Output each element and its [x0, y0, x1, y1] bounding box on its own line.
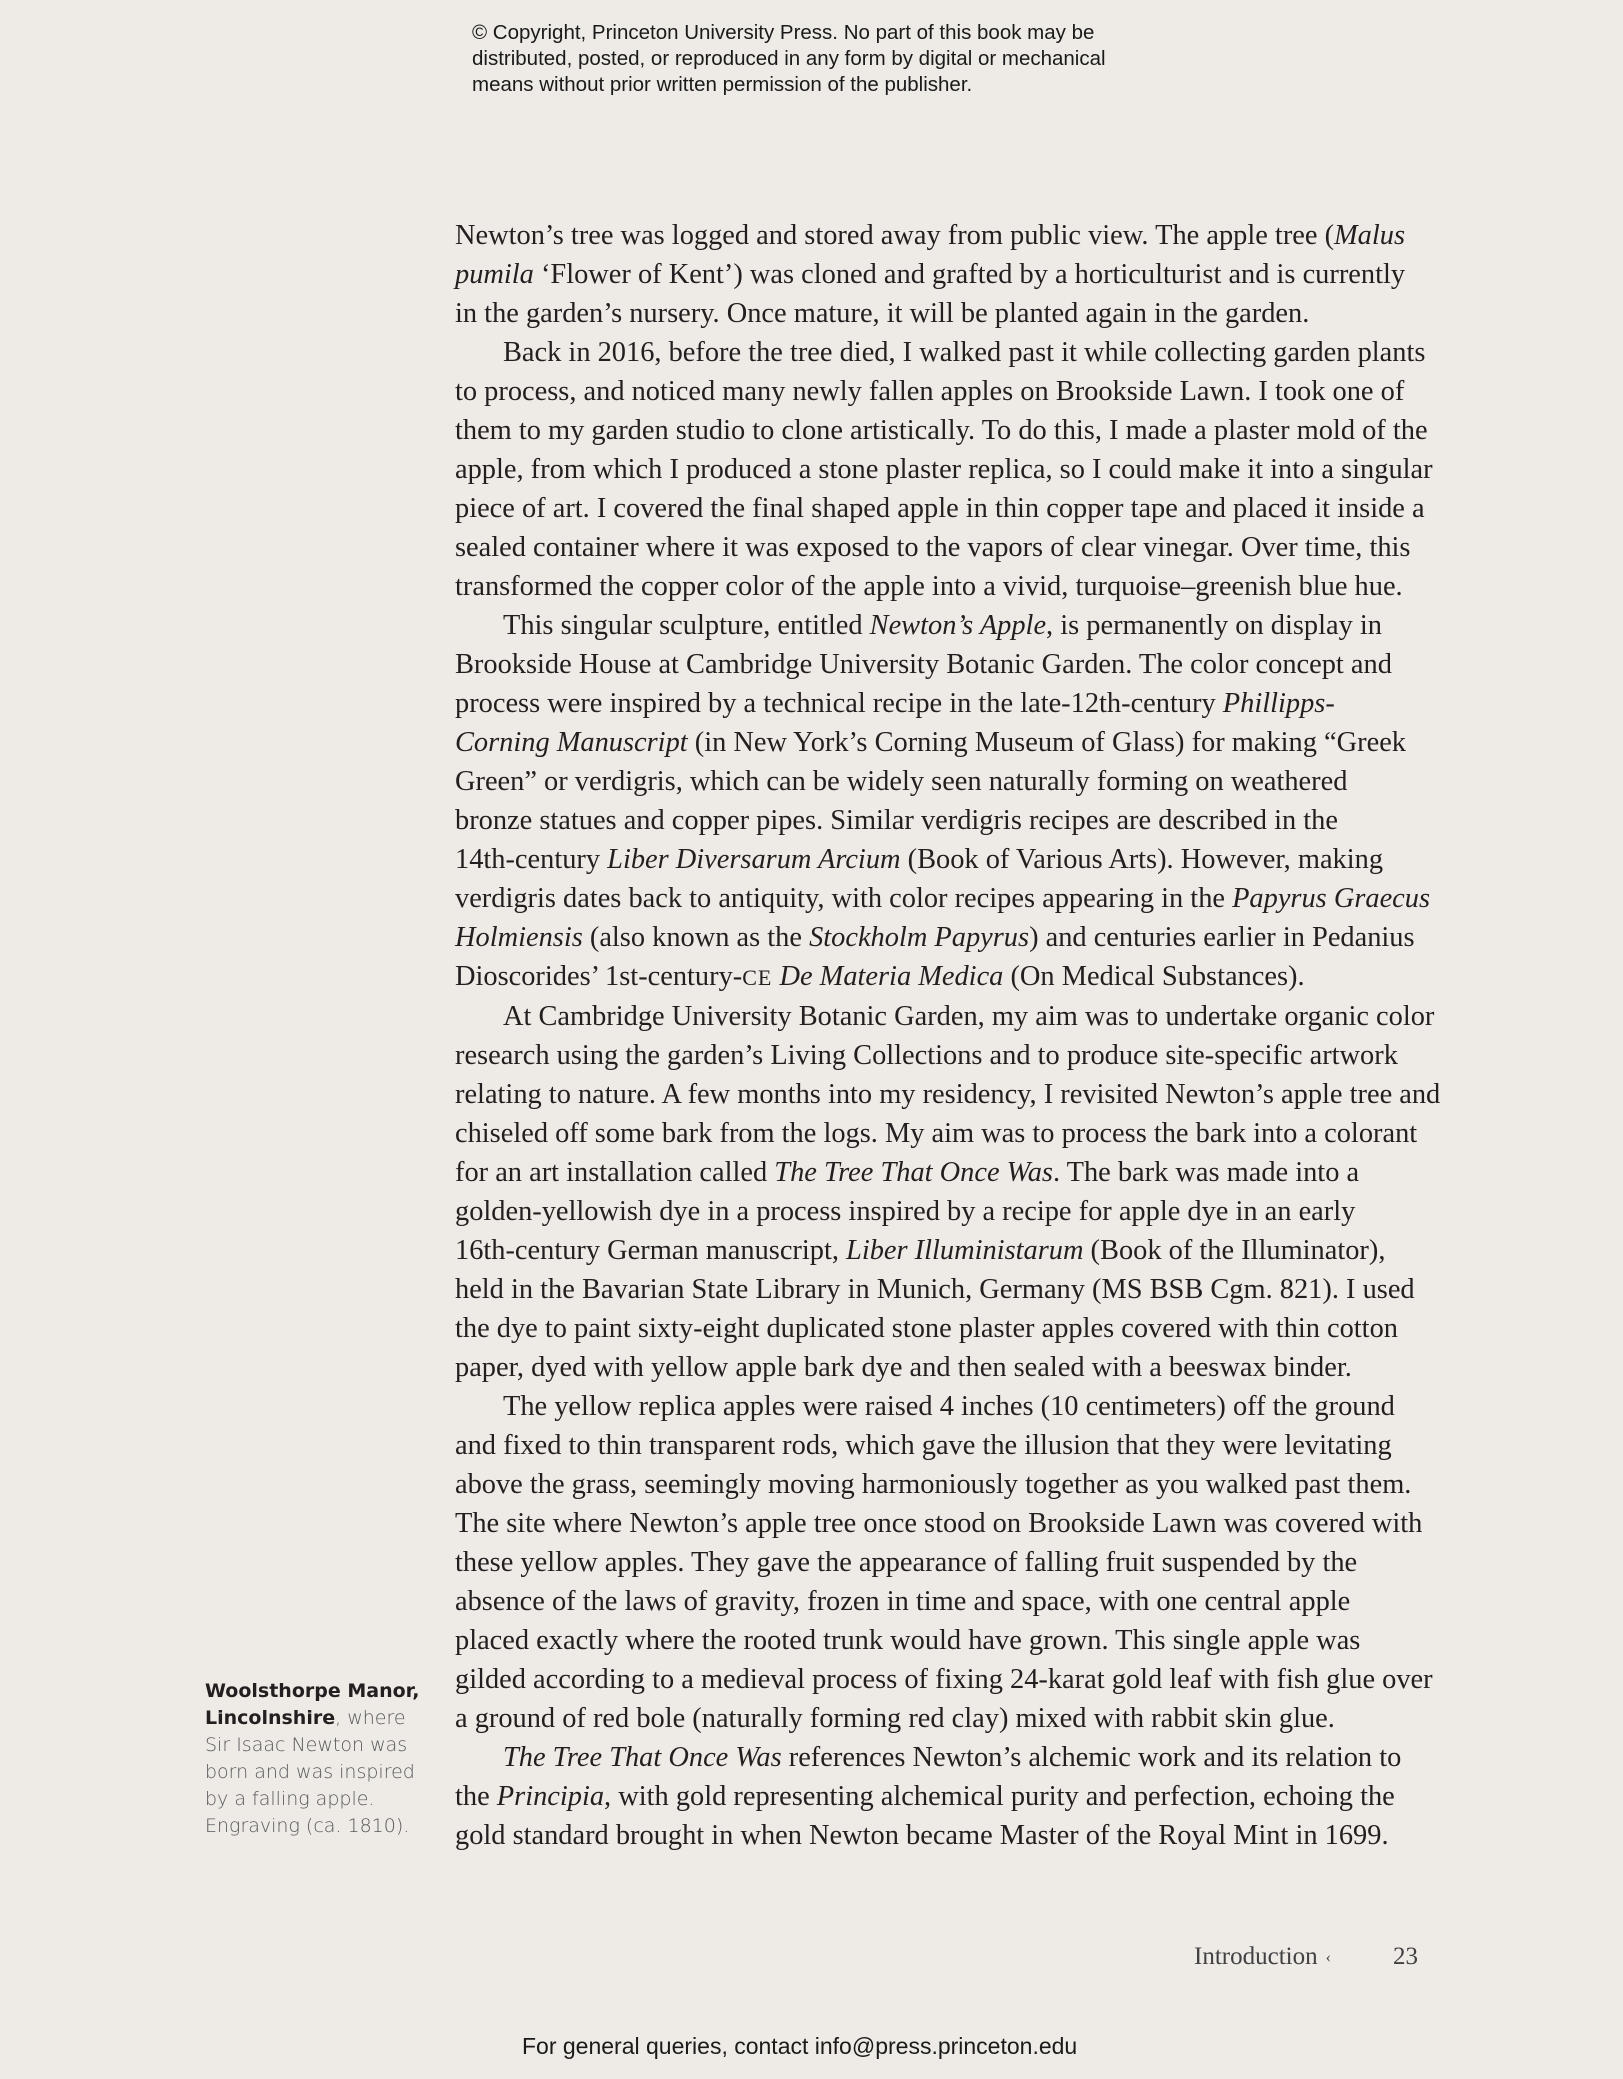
paragraph — [455, 606, 1455, 997]
paragraph — [455, 216, 1455, 333]
text-line: This singular sculpture, entitled Newton’s Apple, is permanently on display in — [503, 610, 1382, 641]
paragraph — [455, 1387, 1455, 1738]
text-line: these yellow apples. They gave the appearance of falling fruit suspended by the — [455, 1547, 1358, 1578]
text-line: Green” or verdigris, which can be widely seen naturally forming on weathered — [455, 766, 1348, 797]
copyright-line: distributed, posted, or reproduced in any form by digital or mechanical — [472, 47, 1106, 70]
text-line: a ground of red bole (naturally forming red clay) mixed with rabbit skin glue. — [455, 1703, 1335, 1734]
figure-caption — [205, 1678, 425, 1840]
caption-line: Sir Isaac Newton was — [205, 1734, 408, 1756]
text-line: The site where Newton’s apple tree once stood on Brookside Lawn was covered with — [455, 1508, 1423, 1539]
text-line: paper, dyed with yellow apple bark dye and then sealed with a beeswax binder. — [455, 1352, 1352, 1383]
paragraph — [455, 333, 1455, 606]
text-line: pumila ‘Flower of Kent’) was cloned and grafted by a horticulturist and is currently — [455, 259, 1406, 290]
text-line: Newton’s tree was logged and stored away from public view. The apple tree (Malus — [455, 220, 1406, 251]
text-line: absence of the laws of gravity, frozen in time and space, with one central apple — [455, 1586, 1351, 1617]
text-line: for an art installation called The Tree That Once Was. The bark was made into a — [455, 1157, 1360, 1188]
caption-line: by a falling apple. — [205, 1788, 375, 1810]
text-line: above the grass, seemingly moving harmoniously together as you walked past them. — [455, 1469, 1412, 1500]
text-line: placed exactly where the rooted trunk would have grown. This single apple was — [455, 1625, 1361, 1656]
text-line: The Tree That Once Was references Newton’s alchemic work and its relation to — [503, 1742, 1402, 1773]
caption-title: Lincolnshire — [205, 1707, 336, 1729]
copyright-line: means without prior written permission of the publisher. — [472, 73, 973, 96]
text-line: held in the Bavarian State Library in Munich, Germany (MS BSB Cgm. 821). I used — [455, 1274, 1415, 1305]
paragraph — [455, 997, 1455, 1387]
text-line: golden-yellowish dye in a process inspired by a recipe for apple dye in an early — [455, 1196, 1356, 1227]
text-line: gilded according to a medieval process of fixing 24-karat gold leaf with fish glue over — [455, 1664, 1433, 1695]
text-line: gold standard brought in when Newton became Master of the Royal Mint in 1699. — [455, 1820, 1389, 1851]
text-line: piece of art. I covered the final shaped apple in thin copper tape and placed it inside a — [455, 493, 1425, 524]
text-line: sealed container where it was exposed to the vapors of clear vinegar. Over time, this — [455, 532, 1411, 563]
page-number: 23 — [1393, 1943, 1418, 1970]
text-line: the dye to paint sixty-eight duplicated stone plaster apples covered with thin cotton — [455, 1313, 1398, 1344]
text-line: 16th-century German manuscript, Liber Illuministarum (Book of the Illuminator), — [455, 1235, 1386, 1266]
text-line: At Cambridge University Botanic Garden, my aim was to undertake organic color — [503, 1001, 1435, 1032]
text-line: relating to nature. A few months into my residency, I revisited Newton’s apple tree and — [455, 1079, 1441, 1110]
contact-line: For general queries, contact info@press.princeton.edu — [522, 2033, 1078, 2059]
caption-line: Engraving (ca. 1810). — [205, 1815, 410, 1837]
text-line: and fixed to thin transparent rods, which gave the illusion that they were levitating — [455, 1430, 1392, 1461]
chevron-left-icon: ‹ — [1325, 1949, 1331, 1966]
body-text — [455, 216, 1455, 1855]
text-line: them to my garden studio to clone artistically. To do this, I made a plaster mold of the — [455, 415, 1428, 446]
text-line: to process, and noticed many newly fallen apples on Brookside Lawn. I took one of — [455, 376, 1405, 407]
text-line: Corning Manuscript (in New York’s Corning Museum of Glass) for making “Greek — [455, 727, 1407, 758]
caption-title: Woolsthorpe Manor, — [205, 1680, 420, 1702]
text-line: research using the garden’s Living Collections and to produce site-specific artwork — [455, 1040, 1398, 1071]
copyright-notice — [472, 20, 1192, 98]
text-line: Holmiensis (also known as the Stockholm Papyrus) and centuries earlier in Pedanius — [455, 922, 1415, 953]
running-footer — [1194, 1940, 1331, 1977]
text-line: Brookside House at Cambridge University Botanic Garden. The color concept and — [455, 649, 1392, 680]
caption-line: Lincolnshire, where — [205, 1707, 406, 1729]
paragraph — [455, 1738, 1455, 1855]
text-line: apple, from which I produced a stone plaster replica, so I could make it into a singular — [455, 454, 1433, 485]
text-line: Dioscorides’ 1st-century-CE De Materia Medica (On Medical Substances). — [455, 961, 1305, 992]
text-line: transformed the copper color of the apple into a vivid, turquoise–greenish blue hue. — [455, 571, 1403, 602]
text-line: Back in 2016, before the tree died, I walked past it while collecting garden plants — [503, 337, 1426, 368]
text-line: the Principia, with gold representing alchemical purity and perfection, echoing the — [455, 1781, 1395, 1812]
text-line: chiseled off some bark from the logs. My aim was to process the bark into a colorant — [455, 1118, 1418, 1149]
text-line: The yellow replica apples were raised 4 inches (10 centimeters) off the ground — [503, 1391, 1395, 1422]
section-title: Introduction — [1194, 1943, 1318, 1970]
text-line: in the garden’s nursery. Once mature, it will be planted again in the garden. — [455, 298, 1310, 329]
text-line: bronze statues and copper pipes. Similar verdigris recipes are described in the — [455, 805, 1338, 836]
text-line: 14th-century Liber Diversarum Arcium (Book of Various Arts). However, making — [455, 844, 1384, 875]
copyright-line: © Copyright, Princeton University Press. No part of this book may be — [472, 21, 1095, 44]
caption-line: born and was inspired — [205, 1761, 415, 1783]
text-line: verdigris dates back to antiquity, with color recipes appearing in the Papyrus Graecus — [455, 883, 1431, 914]
text-line: process were inspired by a technical recipe in the late-12th-century Phillipps- — [455, 688, 1335, 719]
